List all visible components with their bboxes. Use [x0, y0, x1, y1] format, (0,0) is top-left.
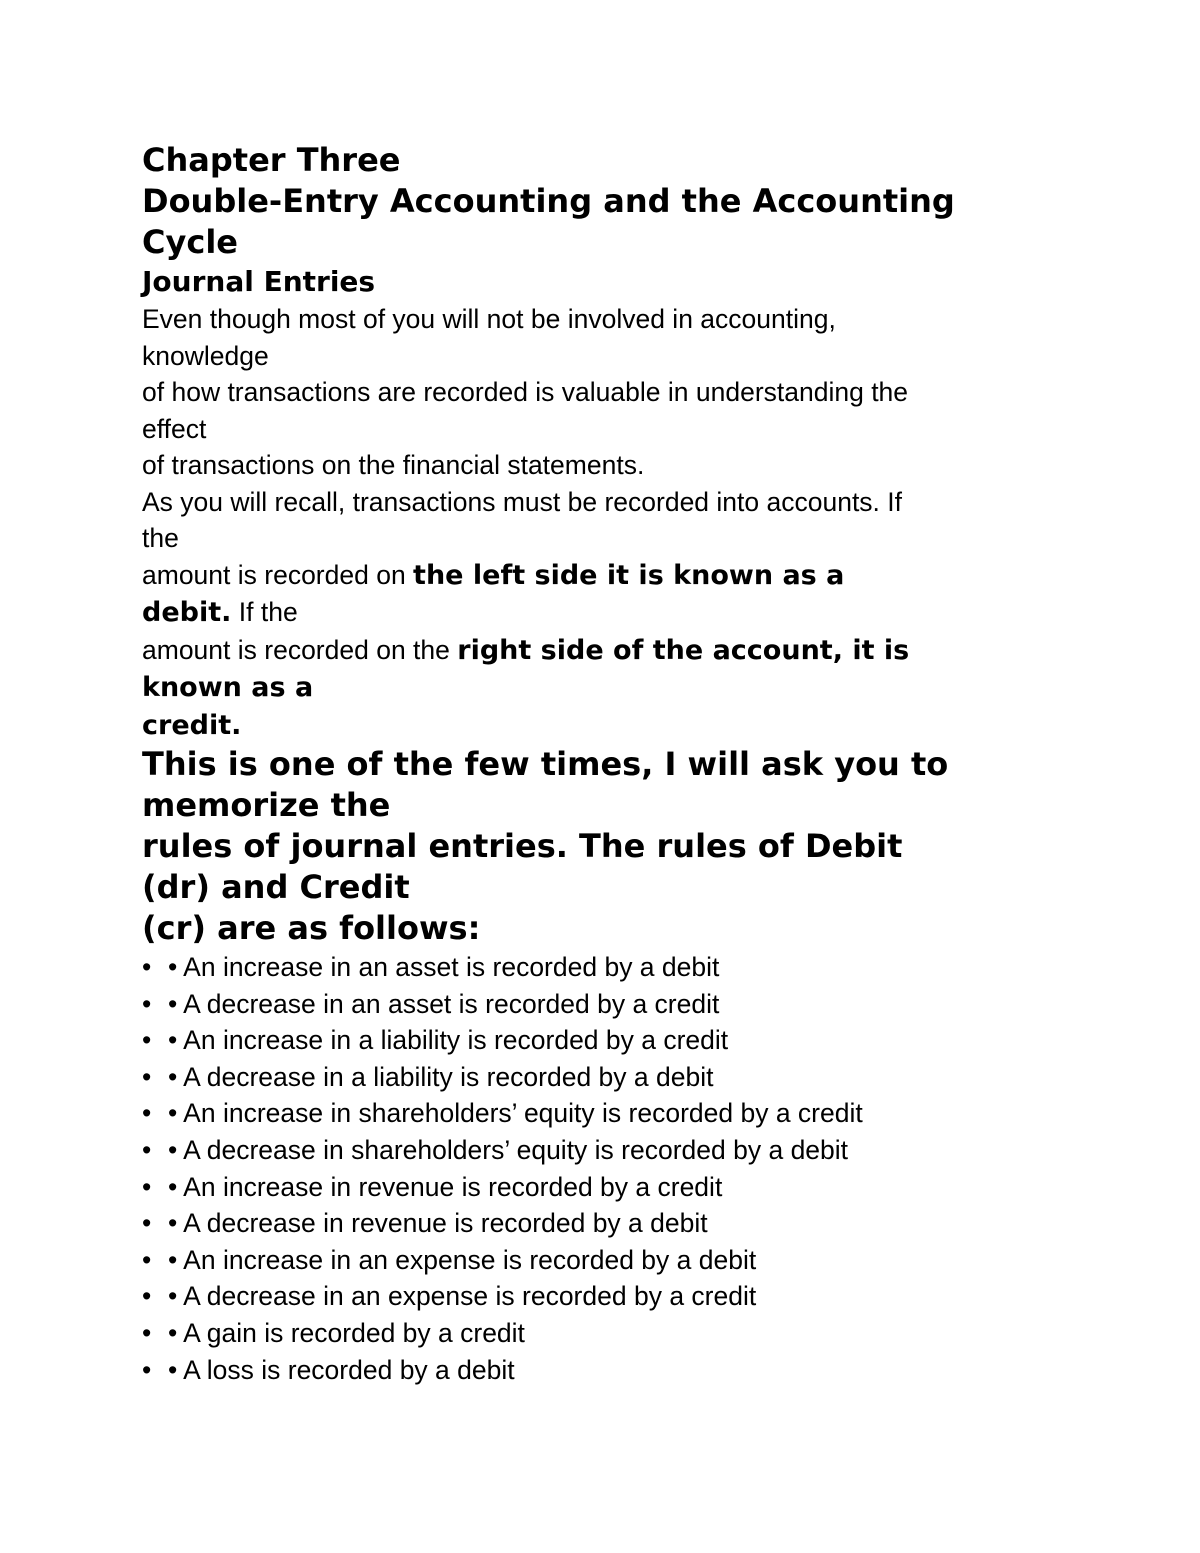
- memorize-line: This is one of the few times, I will ask you to: [142, 745, 949, 783]
- credit-line-prefix: amount is recorded on the: [142, 634, 458, 665]
- list-item: [142, 1205, 1072, 1242]
- bullet-icon: •: [142, 1244, 152, 1275]
- memorize-line: rules of journal entries. The rules of Debit: [142, 827, 903, 865]
- paragraph-line: of how transactions are recorded is valuable in understanding the: [142, 377, 909, 407]
- memorize-line: (cr) are as follows:: [142, 909, 481, 947]
- rule-text: • A decrease in an asset is recorded by a credit: [168, 988, 720, 1019]
- rule-text: • An increase in an asset is recorded by a debit: [168, 952, 720, 982]
- document-page: [142, 140, 1072, 1388]
- chapter-heading: Chapter Three: [142, 141, 401, 179]
- bullet-icon: •: [142, 1061, 152, 1092]
- bullet-icon: •: [142, 1171, 152, 1202]
- debit-line-prefix: amount is recorded on: [142, 559, 414, 590]
- rule-text: • An increase in an expense is recorded by a debit: [168, 1244, 757, 1275]
- bullet-icon: •: [142, 1354, 152, 1385]
- paragraph-line: effect: [142, 413, 207, 444]
- chapter-title-line-2: Cycle: [142, 223, 238, 261]
- bullet-icon: •: [142, 988, 152, 1019]
- rule-text: • An increase in revenue is recorded by a credit: [168, 1171, 723, 1202]
- bullet-icon: •: [142, 1134, 152, 1165]
- credit-definition-line: [142, 632, 1072, 670]
- rule-text: • An increase in shareholders’ equity is recorded by a credit: [168, 1098, 863, 1129]
- rule-text: • A decrease in an expense is recorded by a credit: [168, 1281, 757, 1312]
- bullet-icon: •: [142, 1208, 152, 1239]
- list-item: [142, 1242, 1072, 1279]
- chapter-title-line-1: Double-Entry Accounting and the Accounting: [142, 182, 955, 220]
- debit-definition-line-2: [142, 594, 1072, 632]
- bullet-icon: •: [142, 1317, 152, 1348]
- list-item: [142, 949, 1072, 986]
- paragraph-line: knowledge: [142, 340, 269, 371]
- rule-text: • A decrease in revenue is recorded by a debit: [168, 1208, 708, 1239]
- credit-definition-line-2: [142, 669, 1072, 707]
- bullet-icon: •: [142, 1098, 152, 1129]
- list-item: [142, 1022, 1072, 1059]
- memorize-line: memorize the: [142, 786, 391, 824]
- debit-line-emphasis: the left side it is known as a: [413, 559, 845, 591]
- credit-line-emphasis: right side of the account, it is: [457, 634, 910, 666]
- debit-credit-rules-list: [142, 949, 1072, 1388]
- bullet-icon: •: [142, 952, 152, 982]
- list-item: [142, 1132, 1072, 1169]
- paragraph-line: As you will recall, transactions must be recorded into accounts. If: [142, 486, 903, 517]
- rule-text: • A gain is recorded by a credit: [168, 1317, 525, 1348]
- debit-line-suffix: If the: [231, 597, 298, 627]
- list-item: [142, 1095, 1072, 1132]
- rule-text: • An increase in a liability is recorded by a credit: [168, 1025, 729, 1056]
- paragraph-line: Even though most of you will not be involved in accounting,: [142, 304, 836, 334]
- paragraph-line: the: [142, 523, 179, 553]
- bullet-icon: •: [142, 1025, 152, 1056]
- paragraph-line: of transactions on the financial statements.: [142, 450, 645, 480]
- credit-line-emphasis-2: known as a: [142, 672, 314, 703]
- credit-term: credit.: [142, 709, 242, 741]
- rule-text: • A loss is recorded by a debit: [168, 1354, 515, 1385]
- rule-text: • A decrease in a liability is recorded by a debit: [168, 1061, 714, 1092]
- list-item: [142, 1352, 1072, 1389]
- debit-term: debit.: [142, 597, 232, 628]
- list-item: [142, 1059, 1072, 1096]
- list-item: [142, 986, 1072, 1023]
- rule-text: • A decrease in shareholders’ equity is recorded by a debit: [168, 1134, 849, 1165]
- list-item: [142, 1278, 1072, 1315]
- section-heading: Journal Entries: [142, 265, 376, 298]
- bullet-icon: •: [142, 1281, 152, 1312]
- list-item: [142, 1169, 1072, 1206]
- list-item: [142, 1315, 1072, 1352]
- memorize-line: (dr) and Credit: [142, 868, 410, 906]
- credit-definition-line-3: [142, 707, 1072, 745]
- debit-definition-line: [142, 557, 1072, 595]
